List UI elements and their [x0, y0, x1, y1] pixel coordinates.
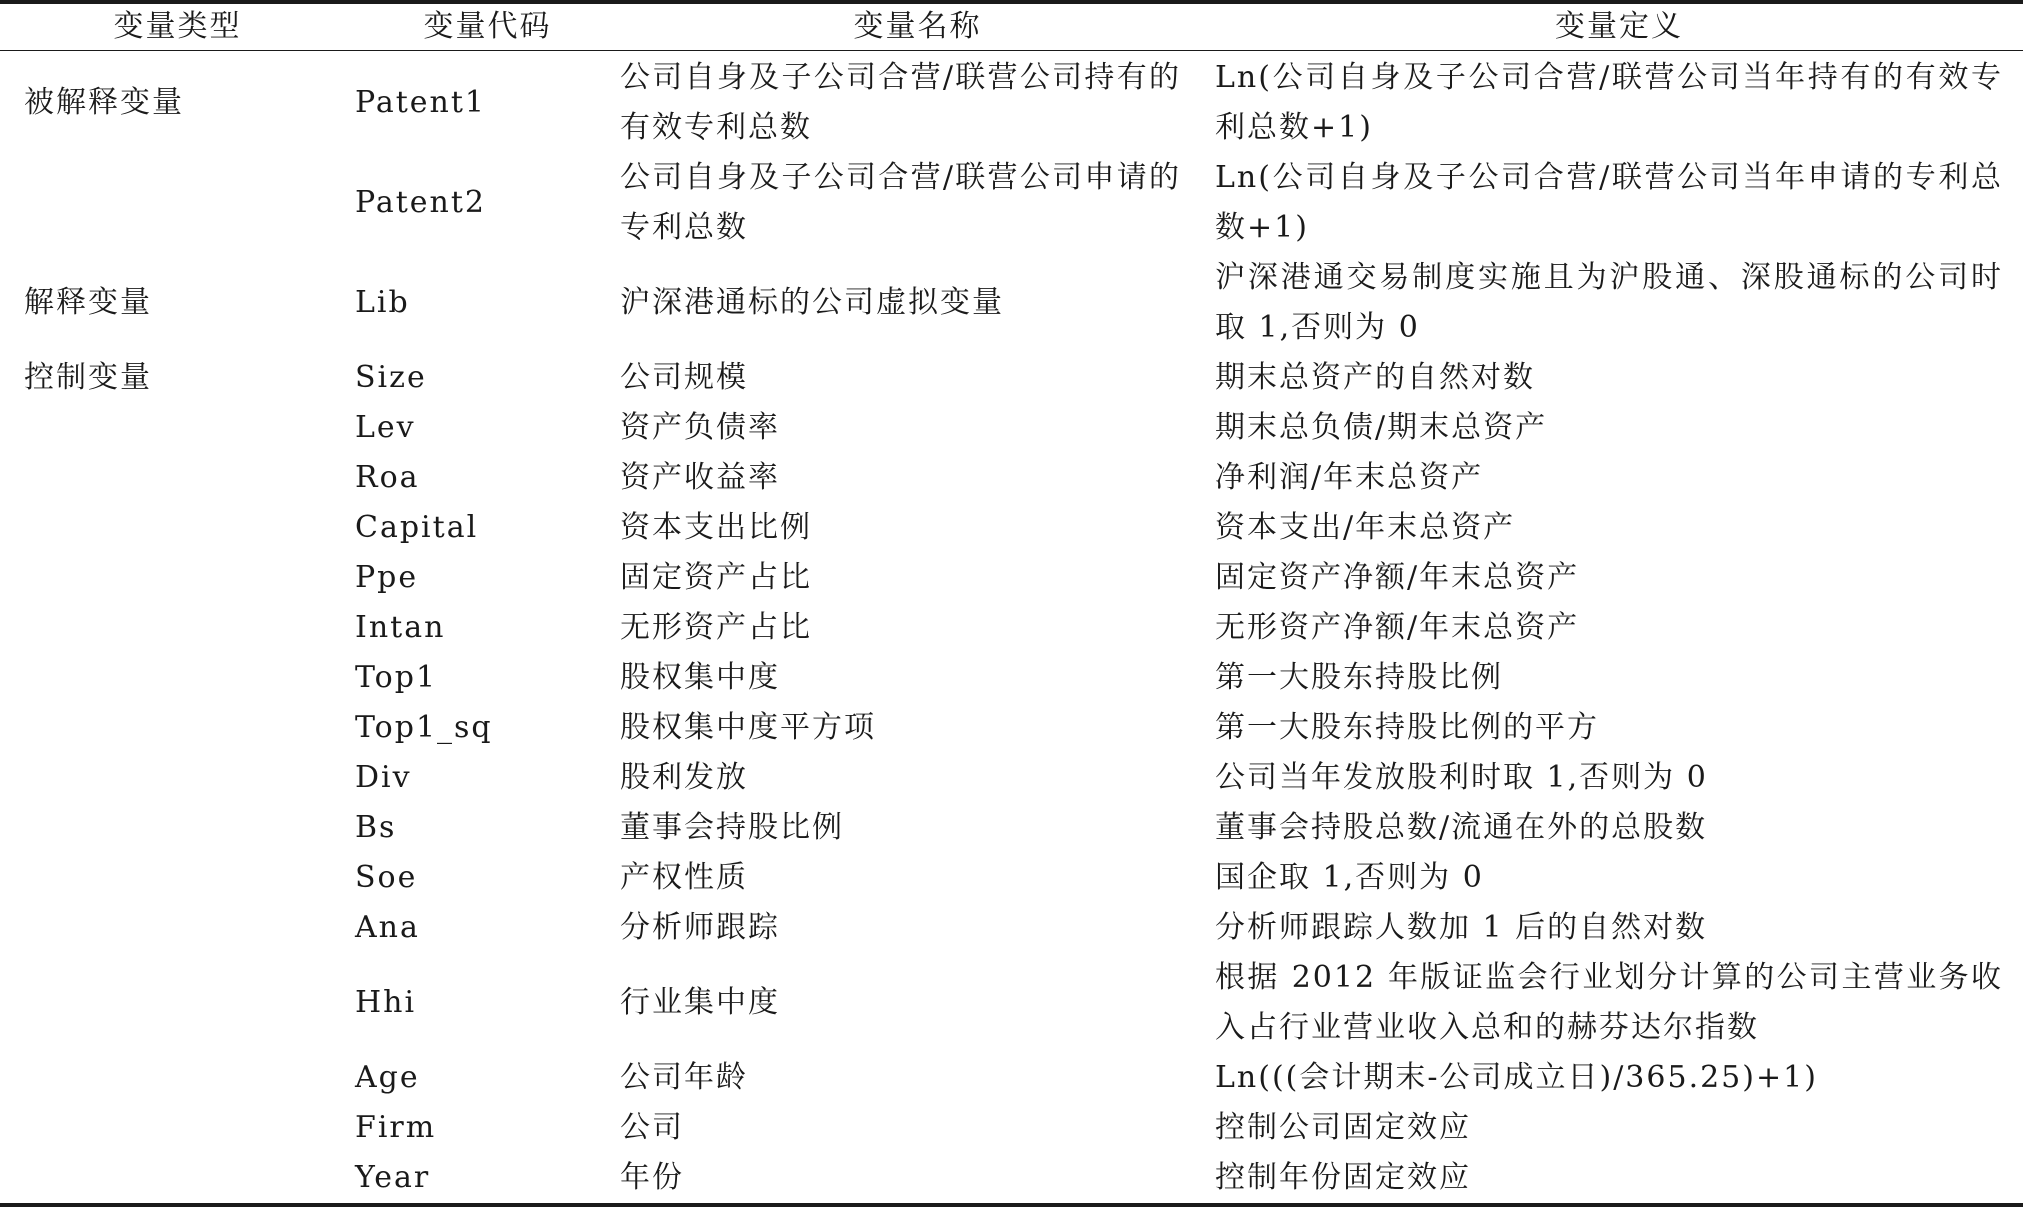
cell-code: Intan	[355, 609, 446, 645]
header-variable-type: 变量类型	[0, 2, 355, 50]
cell-code: Hhi	[355, 984, 417, 1020]
table-row	[0, 403, 2023, 453]
cell-code: Soe	[355, 859, 418, 895]
cell-type	[0, 503, 355, 553]
cell-type	[0, 553, 355, 603]
header-row	[0, 2, 2023, 50]
cell-name: 资产负债率	[620, 409, 780, 445]
cell-name: 公司自身及子公司合营/联营公司持有的有效专利总数	[620, 59, 1181, 145]
cell-type	[0, 953, 355, 1053]
table-row	[0, 503, 2023, 553]
cell-type: 控制变量	[24, 359, 152, 395]
cell-definition: 期末总负债/期末总资产	[1215, 409, 1548, 445]
cell-definition: Ln(公司自身及子公司合营/联营公司当年申请的专利总数+1)	[1215, 159, 2003, 245]
cell-name: 公司规模	[620, 359, 748, 395]
cell-type	[0, 1103, 355, 1153]
cell-type	[0, 703, 355, 753]
cell-type	[0, 653, 355, 703]
cell-definition: 第一大股东持股比例的平方	[1215, 709, 1599, 745]
cell-definition: Ln(((会计期末-公司成立日)/365.25)+1)	[1215, 1059, 1818, 1095]
cell-name: 公司年龄	[620, 1059, 748, 1095]
cell-code: Ana	[355, 909, 420, 945]
cell-type	[0, 403, 355, 453]
table-row	[0, 153, 2023, 253]
table-row	[0, 653, 2023, 703]
cell-type	[0, 603, 355, 653]
cell-name: 年份	[620, 1153, 1215, 1205]
cell-name: 股权集中度平方项	[620, 709, 876, 745]
header-variable-name: 变量名称	[620, 2, 1215, 50]
cell-name: 沪深港通标的公司虚拟变量	[620, 284, 1004, 320]
cell-type	[0, 453, 355, 503]
cell-definition: 国企取 1,否则为 0	[1215, 859, 1484, 895]
table-row	[0, 853, 2023, 903]
cell-name: 股利发放	[620, 759, 748, 795]
cell-definition: Ln(公司自身及子公司合营/联营公司当年持有的有效专利总数+1)	[1215, 59, 2003, 145]
cell-definition: 第一大股东持股比例	[1215, 659, 1503, 695]
cell-type: 解释变量	[24, 284, 152, 320]
cell-name: 产权性质	[620, 859, 748, 895]
cell-code: Size	[355, 359, 427, 395]
table-row	[0, 553, 2023, 603]
cell-name: 董事会持股比例	[620, 809, 844, 845]
cell-definition: 资本支出/年末总资产	[1215, 509, 1516, 545]
cell-name: 行业集中度	[620, 984, 780, 1020]
cell-name: 公司自身及子公司合营/联营公司申请的专利总数	[620, 159, 1181, 245]
cell-code: Div	[355, 759, 412, 795]
cell-code: Firm	[355, 1109, 437, 1145]
cell-definition: 根据 2012 年版证监会行业划分计算的公司主营业务收入占行业营业收入总和的赫芬达尔指数	[1215, 959, 2003, 1045]
cell-code: Patent1	[355, 84, 486, 120]
cell-name: 股权集中度	[620, 659, 780, 695]
cell-code: Top1	[355, 659, 438, 695]
cell-type	[0, 153, 355, 253]
cell-type	[0, 803, 355, 853]
cell-definition: 控制公司固定效应	[1215, 1109, 1471, 1145]
cell-code: Patent2	[355, 184, 486, 220]
cell-definition: 分析师跟踪人数加 1 后的自然对数	[1215, 909, 1708, 945]
cell-code: Bs	[355, 809, 397, 845]
cell-name: 固定资产占比	[620, 559, 812, 595]
table-row	[0, 603, 2023, 653]
cell-definition: 净利润/年末总资产	[1215, 459, 1484, 495]
cell-code: Lev	[355, 409, 416, 445]
cell-code: Capital	[355, 509, 479, 545]
header-variable-definition: 变量定义	[1215, 2, 2023, 50]
table-row	[0, 453, 2023, 503]
cell-code: Top1_sq	[355, 709, 493, 745]
table-row	[0, 1103, 2023, 1153]
table-header	[0, 2, 2023, 50]
table-row	[0, 703, 2023, 753]
table-row	[0, 253, 2023, 353]
cell-name: 公司	[620, 1109, 684, 1145]
cell-type	[0, 853, 355, 903]
cell-definition: 固定资产净额/年末总资产	[1215, 559, 1580, 595]
cell-code: Ppe	[355, 559, 419, 595]
cell-definition: 期末总资产的自然对数	[1215, 359, 1535, 395]
table-row	[0, 953, 2023, 1053]
table-row	[0, 903, 2023, 953]
header-variable-code: 变量代码	[355, 2, 620, 50]
table-row	[0, 803, 2023, 853]
cell-code: Lib	[355, 284, 410, 320]
cell-name: 无形资产占比	[620, 609, 812, 645]
table-row	[0, 353, 2023, 403]
cell-definition: 公司当年发放股利时取 1,否则为 0	[1215, 759, 1708, 795]
cell-code: Roa	[355, 459, 420, 495]
cell-type	[0, 1053, 355, 1103]
cell-definition: 董事会持股总数/流通在外的总股数	[1215, 809, 1708, 845]
cell-name: 资产收益率	[620, 459, 780, 495]
table-body	[0, 50, 2023, 1205]
table-row	[0, 50, 2023, 153]
cell-type	[0, 753, 355, 803]
cell-name: 分析师跟踪	[620, 909, 780, 945]
cell-type: 被解释变量	[24, 84, 184, 120]
table-row	[0, 1053, 2023, 1103]
cell-code: Age	[355, 1059, 420, 1095]
cell-definition: 无形资产净额/年末总资产	[1215, 609, 1580, 645]
cell-definition: 沪深港通交易制度实施且为沪股通、深股通标的公司时取 1,否则为 0	[1215, 259, 2003, 345]
table-row	[0, 753, 2023, 803]
cell-name: 资本支出比例	[620, 509, 812, 545]
cell-definition: 控制年份固定效应	[1215, 1153, 2023, 1205]
cell-type	[0, 903, 355, 953]
cell-code: Year	[355, 1153, 620, 1205]
